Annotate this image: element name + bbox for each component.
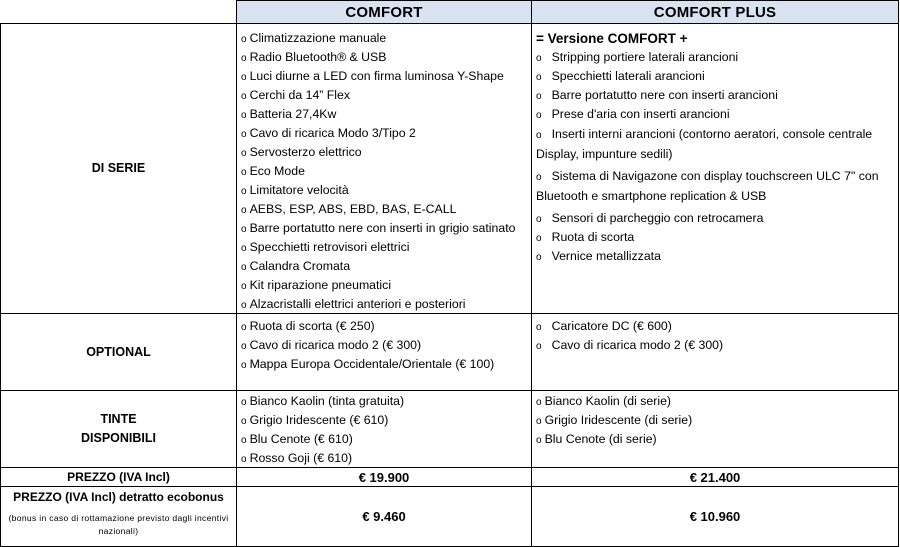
bullet-icon: o <box>241 454 247 465</box>
list-item <box>241 449 531 468</box>
list-item-text: Batteria 27,4Kw <box>249 107 337 121</box>
bullet-icon: o <box>241 416 247 427</box>
bullet-icon: o <box>536 110 542 121</box>
list-item <box>241 430 531 449</box>
list-item <box>241 67 531 86</box>
tinte-label-line2: DISPONIBILI <box>80 431 156 445</box>
plus-version-title: = Versione COMFORT + <box>536 31 688 46</box>
prezzo-comfort <box>236 467 532 487</box>
bullet-icon: o <box>536 214 542 225</box>
bullet-icon: o <box>241 243 247 254</box>
list-item-text: Radio Bluetooth® & USB <box>249 50 387 64</box>
bullet-icon: o <box>536 322 542 333</box>
bullet-icon: o <box>536 341 542 352</box>
prezzo-plus <box>531 467 899 487</box>
list-item-text: Ruota di scorta <box>551 230 635 244</box>
row-label-optional <box>0 313 237 391</box>
prezzo-plus-value: € 21.400 <box>689 469 741 485</box>
row-label-prezzo-ecobonus <box>0 486 237 547</box>
list-item-text: Mappa Europa Occidentale/Orientale (€ 100) <box>249 357 495 371</box>
list-item-text: Bianco Kaolin (tinta gratuita) <box>249 394 405 408</box>
list-item <box>241 355 531 374</box>
optional-plus-list <box>531 313 899 391</box>
list-item-text: Inserti interni arancioni (contorno aeratori, console centrale Display, impunture sedili) <box>536 127 873 161</box>
list-item-text: Blu Cenote (€ 610) <box>249 432 353 446</box>
bullet-icon: o <box>536 53 542 64</box>
optional-comfort-list <box>236 313 532 391</box>
bullet-icon: o <box>536 91 542 102</box>
bullet-icon: o <box>241 148 247 159</box>
list-item <box>241 105 531 124</box>
bullet-icon: o <box>241 72 247 83</box>
list-item <box>536 228 898 247</box>
list-item <box>536 392 898 411</box>
optional-label: OPTIONAL <box>86 344 151 359</box>
list-item <box>241 411 531 430</box>
list-item-text: Vernice metallizzata <box>551 249 661 263</box>
bullet-icon: o <box>536 130 542 141</box>
prezzo-comfort-value: € 19.900 <box>358 469 410 485</box>
list-item-text: Blu Cenote (di serie) <box>544 432 657 446</box>
list-item-text: Barre portatutto nere con inserti in grigio satinato <box>249 221 516 235</box>
bullet-icon: o <box>241 53 247 64</box>
list-item-text: Eco Mode <box>249 164 305 178</box>
list-item <box>241 219 531 238</box>
list-item-text: Ruota di scorta (€ 250) <box>249 319 375 333</box>
bullet-icon: o <box>536 435 542 446</box>
list-item-text: Alzacristalli elettrici anteriori e posteriori <box>249 297 466 311</box>
list-item <box>536 48 898 67</box>
list-item <box>536 247 898 266</box>
bullet-icon: o <box>241 205 247 216</box>
list-item-text: Cavo di ricarica modo 2 (€ 300) <box>249 338 422 352</box>
list-item-text: Limitatore velocità <box>249 183 349 197</box>
prezzo-label: PREZZO (IVA Incl) <box>67 470 170 484</box>
list-item <box>241 29 531 48</box>
tinte-label-line1: TINTE <box>100 412 137 426</box>
tinte-plus-list <box>531 390 899 468</box>
list-item-text: Stripping portiere laterali arancioni <box>551 50 739 64</box>
list-item-text: Cavo di ricarica Modo 3/Tipo 2 <box>249 126 416 140</box>
list-item <box>536 336 898 355</box>
prezzo-ecobonus-comfort <box>236 486 532 547</box>
list-item <box>241 238 531 257</box>
row-label-tinte <box>0 390 237 468</box>
list-item <box>241 181 531 200</box>
list-item <box>536 430 898 449</box>
prezzo-ecobonus-plus <box>531 486 899 547</box>
bullet-icon: o <box>241 34 247 45</box>
bullet-icon: o <box>241 129 247 140</box>
list-item-text: Sistema di Navigazone con display touchscreen ULC 7" con Bluetooth e smartphone replication & USB <box>536 169 879 203</box>
row-label-prezzo <box>0 467 237 487</box>
list-item-text: Calandra Cromata <box>249 259 351 273</box>
bullet-icon: o <box>241 110 247 121</box>
list-item <box>536 317 898 336</box>
list-item <box>241 124 531 143</box>
list-item <box>241 200 531 219</box>
list-item <box>536 167 898 205</box>
bullet-icon: o <box>241 322 247 333</box>
bullet-icon: o <box>241 186 247 197</box>
header-comfort-label: COMFORT <box>345 3 423 21</box>
list-item-text: Climatizzazione manuale <box>249 31 387 45</box>
list-item-text: Specchietti retrovisori elettrici <box>249 240 410 254</box>
list-item-text: Grigio Iridescente (€ 610) <box>249 413 389 427</box>
bullet-icon: o <box>241 224 247 235</box>
di-serie-plus-list <box>531 23 899 314</box>
prezzo-ecobonus-comfort-value: € 9.460 <box>362 509 406 524</box>
bullet-icon: o <box>241 300 247 311</box>
bullet-icon: o <box>536 416 542 427</box>
list-item-text: Rosso Goji (€ 610) <box>249 451 353 465</box>
list-item-text: Barre portatutto nere con inserti arancioni <box>551 88 778 102</box>
tinte-comfort-list <box>236 390 532 468</box>
prezzo-ecobonus-plus-value: € 10.960 <box>689 509 741 524</box>
ecobonus-note: (bonus in caso di rottamazione previsto dagli incentivi nazionali) <box>8 513 229 536</box>
list-item-text: Grigio Iridescente (di serie) <box>544 413 693 427</box>
bullet-icon: o <box>536 172 542 183</box>
list-item <box>536 411 898 430</box>
list-item-text: Prese d'aria con inserti arancioni <box>551 107 730 121</box>
bullet-icon: o <box>536 233 542 244</box>
bullet-icon: o <box>536 252 542 263</box>
list-item-text: Sensori di parcheggio con retrocamera <box>551 211 764 225</box>
list-item-text: Caricatore DC (€ 600) <box>551 319 672 333</box>
list-item-text: Cavo di ricarica modo 2 (€ 300) <box>551 338 724 352</box>
bullet-icon: o <box>241 167 247 178</box>
list-item <box>241 317 531 336</box>
list-item <box>241 48 531 67</box>
bullet-icon: o <box>241 281 247 292</box>
bullet-icon: o <box>241 397 247 408</box>
header-comfort <box>236 0 532 24</box>
list-item <box>241 143 531 162</box>
list-item <box>536 105 898 124</box>
bullet-icon: o <box>241 360 247 371</box>
bullet-icon: o <box>536 397 542 408</box>
prezzo-ecobonus-label: PREZZO (IVA Incl) detratto ecobonus <box>13 490 224 504</box>
bullet-icon: o <box>241 435 247 446</box>
list-item-text: Luci diurne a LED con firma luminosa Y-Shape <box>249 69 504 83</box>
list-item-text: AEBS, ESP, ABS, EBD, BAS, E-CALL <box>249 202 457 216</box>
list-item <box>241 295 531 314</box>
list-item-text: Servosterzo elettrico <box>249 145 362 159</box>
row-label-di-serie <box>0 23 237 314</box>
header-comfort-plus-label: COMFORT PLUS <box>653 3 777 21</box>
bullet-icon: o <box>241 91 247 102</box>
bullet-icon: o <box>241 262 247 273</box>
list-item <box>536 125 898 163</box>
di-serie-label: DI SERIE <box>91 161 146 175</box>
list-item <box>536 86 898 105</box>
bullet-icon: o <box>536 72 542 83</box>
list-item <box>241 257 531 276</box>
list-item-text: Specchietti laterali arancioni <box>551 69 705 83</box>
header-comfort-plus <box>531 0 899 24</box>
list-item <box>241 336 531 355</box>
list-item <box>241 392 531 411</box>
list-item <box>241 86 531 105</box>
list-item-text: Bianco Kaolin (di serie) <box>544 394 672 408</box>
list-item <box>241 162 531 181</box>
bullet-icon: o <box>241 341 247 352</box>
list-item <box>536 67 898 86</box>
di-serie-comfort-list <box>236 23 532 314</box>
list-item-text: Cerchi da 14” Flex <box>249 88 351 102</box>
list-item <box>241 276 531 295</box>
list-item-text: Kit riparazione pneumatici <box>249 278 392 292</box>
list-item <box>536 209 898 228</box>
